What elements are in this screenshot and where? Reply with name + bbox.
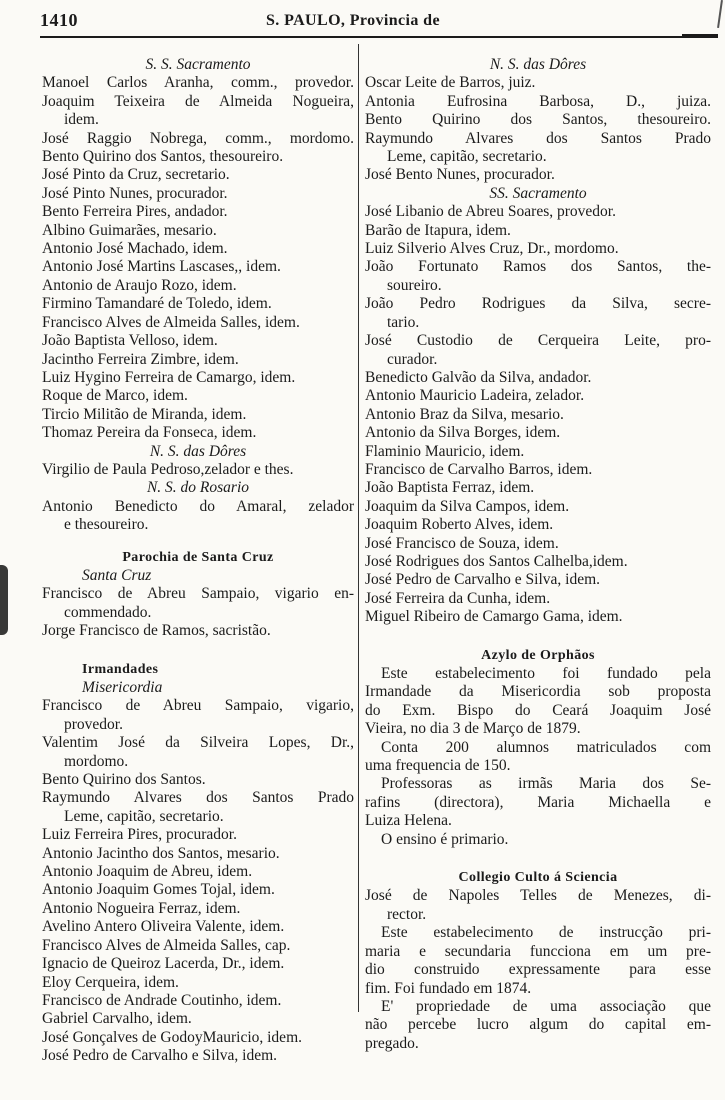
text-line: Antonio de Araujo Rozo, idem. [42, 276, 237, 294]
text-line: José Libanio de Abreu Soares, provedor. [365, 203, 616, 221]
text-line: Antonia Eufrosina Barbosa, D., juiza. [365, 92, 711, 110]
text-line: não percebe lucro algum do capital em- [365, 1016, 711, 1034]
text-line: Raymundo Alvares dos Santos Prado [365, 129, 711, 147]
text-line: José Pinto da Cruz, secretario. [42, 166, 230, 184]
text-line: Antonio Braz da Silva, mesario. [365, 405, 564, 423]
text-line: mordomo. [64, 752, 129, 770]
text-line: tario. [387, 313, 420, 331]
text-line: Antonio Joaquim de Abreu, idem. [42, 863, 253, 881]
text-line: José Raggio Nobrega, comm., mordomo. [42, 129, 354, 147]
text-line: Flaminio Mauricio, idem. [365, 442, 525, 460]
column-divider [358, 44, 359, 1012]
text-line: soureiro. [387, 276, 442, 294]
text-line: Luiza Helena. [365, 812, 452, 830]
text-line: Este estabelecimento foi fundado pela [381, 665, 711, 682]
text-line: Benedicto Galvão da Silva, andador. [365, 368, 592, 386]
text-line: Joaquim da Silva Campos, idem. [365, 497, 570, 515]
text-line: Ignacio de Queiroz Lacerda, Dr., idem. [42, 955, 285, 973]
page-corner-mark [717, 0, 723, 28]
text-line: José Francisco de Souza, idem. [365, 534, 559, 552]
text-line: Bento Quirino dos Santos, thesoureiro. [365, 111, 711, 129]
running-title: S. PAULO, Provincia de [266, 12, 440, 29]
text-line: José Bento Nunes, procurador. [365, 166, 555, 184]
page-header [40, 10, 718, 38]
text-line: Gabriel Carvalho, idem. [42, 1010, 192, 1028]
text-line: E' propriedade de uma associação que [381, 997, 711, 1015]
text-line: José Pinto Nunes, procurador. [42, 184, 228, 202]
text-line: dio construido expressamente para esse [365, 961, 711, 979]
text-line: Antonio Mauricio Ladeira, zelador. [365, 387, 585, 405]
text-line: Roque de Marco, idem. [42, 387, 188, 405]
text-line: Francisco de Carvalho Barros, idem. [365, 460, 593, 478]
text-line: curador. [387, 350, 438, 368]
text-line: Francisco de Andrade Coutinho, idem. [42, 991, 282, 1009]
text-line: rafins (directora), Maria Michaella e [365, 793, 711, 811]
text-line: João Baptista Ferraz, idem. [365, 479, 535, 497]
text-line: Francisco Alves de Almeida Salles, cap. [42, 936, 291, 954]
text-line: Vieira, no dia 3 de Março de 1879. [365, 720, 581, 738]
page-number: 1410 [40, 10, 78, 30]
text-line: Thomaz Pereira da Fonseca, idem. [42, 424, 257, 442]
text-line: Firmino Tamandaré de Toledo, idem. [42, 295, 272, 313]
header-rule-end [682, 34, 718, 38]
text-line: N. S. do Rosario [146, 479, 250, 497]
text-line: commendado. [64, 603, 152, 621]
text-line: Bento Quirino dos Santos. [42, 771, 206, 789]
text-line: N. S. das Dôres [489, 56, 587, 73]
text-line: João Baptista Velloso, idem. [42, 332, 218, 350]
text-line: Antonio Nogueira Ferraz, idem. [42, 899, 241, 917]
text-line: Antonio José Machado, idem. [42, 240, 228, 258]
text-line: José Pedro de Carvalho e Silva, idem. [42, 1047, 278, 1065]
text-line: Jacintho Ferreira Zimbre, idem. [42, 350, 239, 368]
text-line: Este estabelecimento de instrucção pri- [381, 924, 711, 942]
text-line: Irmandade da Misericordia sob proposta [365, 683, 711, 701]
text-line: e thesoureiro. [64, 516, 149, 534]
text-line: Collegio Culto á Sciencia [458, 870, 618, 886]
text-line: Bento Ferreira Pires, andador. [42, 203, 228, 221]
text-line: Santa Cruz [82, 566, 152, 584]
spacer [42, 641, 354, 661]
text-line: Azylo de Orphãos [481, 647, 595, 663]
text-line: Manoel Carlos Aranha, comm., provedor. [42, 74, 354, 92]
text-line: uma frequencia de 150. [365, 757, 511, 775]
text-line: Francisco de Abreu Sampaio, vigario, [42, 697, 354, 715]
text-line: José Rodrigues dos Santos Calhelba,idem. [365, 552, 628, 570]
binding-shadow [0, 565, 8, 635]
text-line: Antonio José Martins Lascases,, idem. [42, 258, 281, 276]
text-line: Francisco Alves de Almeida Salles, idem. [42, 313, 300, 331]
text-line: do Exm. Bispo do Ceará Joaquim José [365, 701, 711, 719]
spacer [365, 849, 711, 869]
text-line: Barão de Itapura, idem. [365, 221, 511, 239]
text-line: maria e secundaria funcciona em um pre- [365, 942, 711, 960]
text-line: Raymundo Alvares dos Santos Prado [42, 789, 354, 807]
text-line: Virgilio de Paula Pedroso,zelador e thes. [42, 460, 294, 478]
text-line: Antonio Joaquim Gomes Tojal, idem. [42, 881, 275, 899]
text-line: Professoras as irmãs Maria dos Se- [381, 775, 711, 793]
text-line: Albino Guimarães, mesario. [42, 221, 217, 239]
text-line: S. S. Sacramento [145, 56, 251, 73]
text-line: Francisco de Abreu Sampaio, vigario en- [42, 585, 354, 603]
text-line: José Custodio de Cerqueira Leite, pro- [365, 332, 711, 350]
text-line: Luiz Hygino Ferreira de Camargo, idem. [42, 368, 296, 386]
text-line: Leme, capitão, secretario. [64, 807, 224, 825]
text-line: Conta 200 alumnos matriculados com [381, 738, 711, 756]
text-line: Irmandades [82, 661, 159, 677]
text-line: Leme, capitão, secretario. [387, 148, 547, 166]
text-line: Tircio Militão de Miranda, idem. [42, 405, 247, 423]
text-line: José Gonçalves de GodoyMauricio, idem. [42, 1028, 302, 1046]
text-line: Antonio Benedicto do Amaral, zelador [42, 497, 354, 515]
text-line: Luiz Ferreira Pires, procurador. [42, 826, 237, 844]
text-line: João Fortunato Ramos dos Santos, the- [365, 258, 711, 276]
text-line: Antonio Jacintho dos Santos, mesario. [42, 844, 280, 862]
text-line: Valentim José da Silveira Lopes, Dr., [42, 734, 354, 752]
text-line: Joaquim Roberto Alves, idem. [365, 516, 554, 534]
text-line: João Pedro Rodrigues da Silva, secre- [365, 295, 711, 313]
text-line: Antonio da Silva Borges, idem. [365, 424, 561, 442]
text-line: Eloy Cerqueira, idem. [42, 973, 179, 991]
text-line: Avelino Antero Oliveira Valente, idem. [42, 918, 285, 936]
text-line: idem. [64, 111, 99, 129]
text-line: José Pedro de Carvalho e Silva, idem. [365, 571, 601, 589]
right-column [365, 56, 711, 1053]
text-line: Miguel Ribeiro de Camargo Gama, idem. [365, 608, 623, 626]
header-rule [40, 36, 718, 38]
text-line: Luiz Silverio Alves Cruz, Dr., mordomo. [365, 240, 619, 258]
text-line: José Ferreira da Cunha, idem. [365, 589, 551, 607]
text-line: SS. Sacramento [489, 184, 587, 202]
spacer [365, 627, 711, 647]
text-line: Parochia de Santa Cruz [122, 549, 274, 565]
text-line: provedor. [64, 715, 123, 733]
text-line: O ensino é primario. [381, 830, 509, 848]
spacer [42, 535, 354, 549]
text-line: Oscar Leite de Barros, juiz. [365, 74, 536, 92]
text-line: Bento Quirino dos Santos, thesoureiro. [42, 148, 284, 166]
text-line: José de Napoles Telles de Menezes, di- [365, 887, 711, 905]
text-line: Joaquim Teixeira de Almeida Nogueira, [42, 92, 354, 110]
text-line: N. S. das Dôres [149, 442, 247, 460]
text-line: rector. [387, 905, 427, 923]
text-line: Misericordia [82, 679, 163, 696]
left-column [42, 56, 354, 1066]
text-line: Jorge Francisco de Ramos, sacristão. [42, 622, 271, 640]
text-line: fim. Foi fundado em 1874. [365, 979, 532, 997]
text-line: pregado. [365, 1034, 419, 1052]
